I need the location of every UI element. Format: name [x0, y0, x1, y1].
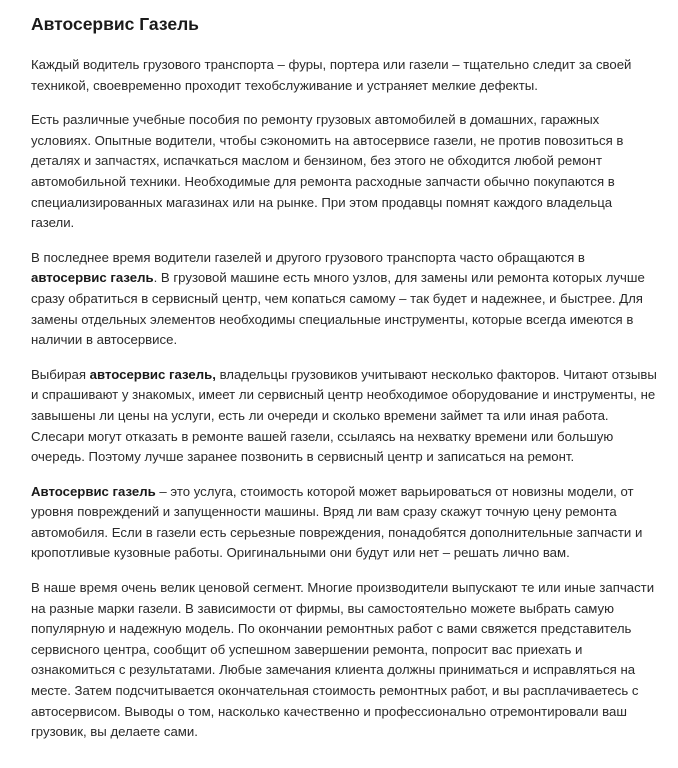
keyword-link: автосервис газель: [31, 270, 154, 286]
paragraph-4-text-end: владельцы грузовиков учитывают несколько факторов. Читают отзывы и спрашивают у знакомых, имеет ли сервисный центр необходимое оборудование и инструменты, не завышены ли цены на услуги, есть ли очереди и сколько времени займет та или иная работа. Слесари могут отказать в ремонте вашей газели, ссылаясь на нехватку времени или большую очередь. Поэтому лучше заранее позвонить в сервисный центр и записаться на ремонт.: [31, 366, 657, 465]
paragraph-3-text-start: В последнее время водители газелей и другого грузового транспорта часто обращаются в: [31, 249, 585, 265]
keyword-link: Автосервис газель: [31, 483, 156, 499]
keyword-link: автосервис газель,: [89, 366, 216, 382]
paragraph-4-text-start: Выбирая: [31, 366, 90, 382]
paragraph-2: Есть различные учебные пособия по ремонту грузовых автомобилей в домашних, гаражных условиях. Опытные водители, чтобы сэкономить на автосервисе газели, не против повозиться в деталях и запчастях, испачкаться маслом и бензином, без этого не обходится любой ремонт автомобильной техники. Необходимые для ремонта расходные запчасти обычно покупаются в специализированных магазинах или на рынке. При этом продавцы помнят каждого владельца газели.: [31, 112, 624, 231]
article-title: Автосервис Газель: [31, 14, 199, 34]
paragraph-3: [31, 248, 658, 351]
paragraph-3-text-end: . В грузовой машине есть много узлов, для замены или ремонта которых лучше сразу обратиться в сервисный центр, чем копаться самому – так будет и надежнее, и быстрее. Для замены отдельных элементов необходимы специальные инструменты, которые всегда имеются в наличии в автосервисе.: [31, 270, 645, 348]
paragraph-1: Каждый водитель грузового транспорта – фуры, портера или газели – тщательно следит за своей техникой, своевременно проходит техобслуживание и устраняет мелкие дефекты.: [31, 57, 632, 93]
paragraph-5: [31, 482, 658, 564]
paragraph-6: В наше время очень велик ценовой сегмент. Многие производители выпускают те или иные запчасти на разные марки газели. В зависимости от фирмы, вы самостоятельно можете выбрать самую популярную и надежную модель. По окончании ремонтных работ с вами свяжется представитель сервисного центра, сообщит об успешном завершении ремонта, попросит вас приехать и ознакомиться с результатами. Любые замечания клиента должны приниматься и исправляться на месте. Затем подсчитывается окончательная стоимость ремонтных работ, и вы расплачиваетесь с автосервисом. Выводы о том, насколько качественно и профессионально отремонтировали ваш грузовик, вы делаете сами.: [31, 580, 655, 740]
paragraph-5-text-end: – это услуга, стоимость которой может варьироваться от новизны модели, от уровня повреждений и запущенности машины. Вряд ли вам сразу скажут точную цену ремонта автомобиля. Если в газели есть серьезные повреждения, понадобятся дополнительные запчасти и кропотливые кузовные работы. Оригинальными они будут или нет – решать лично вам.: [31, 483, 643, 561]
paragraph-4: [31, 365, 658, 468]
